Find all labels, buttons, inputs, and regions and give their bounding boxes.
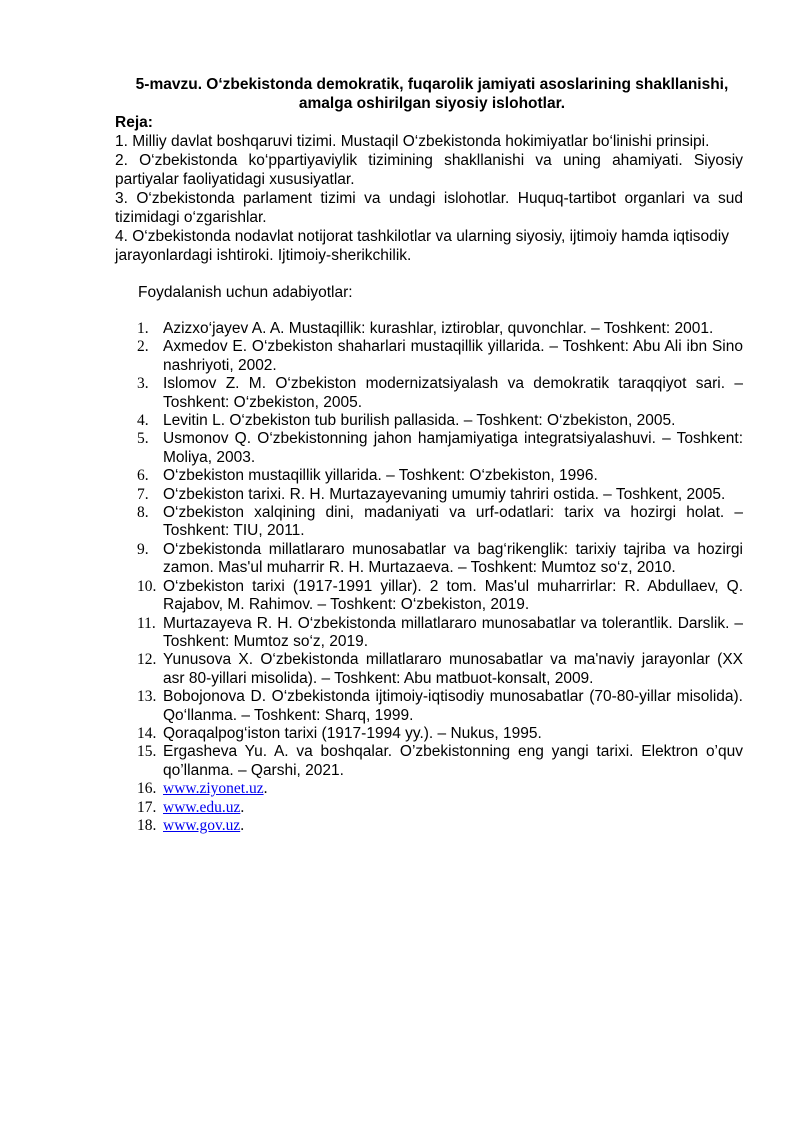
reference-item — [115, 430, 743, 467]
reference-number: 4. — [137, 412, 149, 430]
reference-number: 14. — [137, 724, 157, 742]
plan-item: 2. O‘zbekistonda ko‘ppartiyaviylik tizimining shakllanishi va uning ahamiyati. Siyosiy partiyalar faoliyatidagi xususiyatlar. — [115, 152, 743, 188]
reference-text: Bobojonova D. O‘zbekistonda ijtimoiy-iqtisodiy munosabatlar (70-80-yillar misolida). Qo‘llanma. – Toshkent: Sharq, 1999. — [163, 688, 743, 724]
reference-link[interactable]: www.gov.uz — [163, 816, 241, 834]
reference-link[interactable]: www.edu.uz — [163, 798, 241, 816]
reference-item — [115, 688, 743, 725]
reference-item — [115, 504, 743, 541]
reference-number: 3. — [137, 375, 149, 393]
title-line-2: amalga oshirilgan siyosiy islohotlar. — [298, 95, 566, 112]
reference-link-item — [115, 799, 743, 817]
plan-item: 1. Milliy davlat boshqaruvi tizimi. Mustaqil O‘zbekistonda hokimiyatlar bo‘linishi prinsipi. — [115, 133, 710, 150]
reference-number: 18. — [137, 816, 157, 834]
reference-item — [115, 615, 743, 652]
reference-text: O‘zbekiston mustaqillik yillarida. – Toshkent: O‘zbekiston, 1996. — [163, 467, 598, 485]
reference-number: 2. — [137, 338, 149, 356]
reference-text: Qoraqalpog‘iston tarixi (1917-1994 yy.). – Nukus, 1995. — [163, 724, 542, 742]
reference-item — [115, 412, 743, 430]
literature-heading: Foydalanish uchun adabiyotlar: — [138, 284, 353, 301]
reference-item — [115, 486, 743, 504]
reference-link-item — [115, 817, 743, 835]
document-page — [115, 75, 743, 835]
reference-text: O‘zbekiston xalqining dini, madaniyati va urf-odatlari: tarix va hozirgi holat. – Toshkent: TIU, 2011. — [163, 504, 743, 540]
reference-number: 8. — [137, 504, 149, 522]
reference-number: 16. — [137, 780, 157, 798]
reference-text: Axmedov E. O‘zbekiston shaharlari mustaqillik yillarida. – Toshkent: Abu Ali ibn Sino nashriyoti, 2002. — [163, 338, 743, 374]
plan-label: Reja: — [115, 114, 153, 131]
plan-item: 4. O‘zbekistonda nodavlat notijorat tashkilotlar va ularning siyosiy, ijtimoiy hamda iqtisodiy jarayonlardagi ishtiroki. Ijtimoiy-sherikchilik. — [115, 228, 729, 264]
reference-number: 15. — [137, 743, 157, 761]
reference-number: 10. — [137, 577, 157, 595]
reference-item — [115, 651, 743, 688]
reference-number: 6. — [137, 467, 149, 485]
reference-text: Azizxo‘jayev A. A. Mustaqillik: kurashlar, iztiroblar, quvonchlar. – Toshkent: 2001. — [163, 320, 714, 337]
reference-number: 9. — [137, 540, 149, 558]
reference-text: Levitin L. O‘zbekiston tub burilish pallasida. – Toshkent: O‘zbekiston, 2005. — [163, 412, 676, 430]
reference-item — [115, 578, 743, 615]
reference-item — [115, 541, 743, 578]
reference-number: 5. — [137, 430, 149, 448]
reference-text: Islomov Z. M. O‘zbekiston modernizatsiyalash va demokratik taraqqiyot sari. – Toshkent: O‘zbekiston, 2005. — [163, 375, 743, 411]
reference-text: O‘zbekiston tarixi. R. H. Murtazayevaning umumiy tahriri ostida. – Toshkent, 2005. — [163, 485, 726, 503]
reference-item — [115, 338, 743, 375]
reference-text: Murtazayeva R. H. O‘zbekistonda millatlararo munosabatlar va tolerantlik. Darslik. – Toshkent: Mumtoz so‘z, 2019. — [163, 614, 743, 650]
link-punctuation: . — [240, 816, 245, 834]
reference-text: O‘zbekistonda millatlararo munosabatlar va bag‘rikenglik: tarixiy tajriba va hozirgi zamon. Mas'ul muharrir R. H. Murtazaeva. – Toshkent: Mumtoz so‘z, 2010. — [163, 540, 743, 577]
reference-number: 13. — [137, 688, 157, 706]
reference-item — [115, 320, 743, 338]
link-punctuation: . — [240, 798, 245, 816]
reference-text: Ergasheva Yu. A. va boshqalar. O’zbekistonning eng yangi tarixi. Elektron o’quv qo’llanma. – Qarshi, 2021. — [163, 743, 743, 779]
reference-number: 1. — [137, 320, 149, 337]
reference-text: O‘zbekiston tarixi (1917-1991 yillar). 2 tom. Mas'ul muharrirlar: R. Abdullaev, Q. Rajabov, M. Rahimov. – Toshkent: O‘zbekiston, 2019. — [163, 577, 743, 614]
reference-number: 11. — [137, 614, 156, 632]
reference-item — [115, 467, 743, 485]
reference-text: Usmonov Q. O‘zbekistonning jahon hamjamiyatiga integratsiyalashuvi. – Toshkent: Moliya, 2003. — [163, 430, 743, 466]
reference-item — [115, 375, 743, 412]
page-title — [115, 75, 743, 113]
reference-number: 17. — [137, 798, 157, 816]
reference-text: Yunusova X. O‘zbekistonda millatlararo munosabatlar va ma'naviy jarayonlar (XX asr 80-yillari misolida). – Toshkent: Abu matbuot-konsalt, 2009. — [163, 651, 743, 687]
title-line-1: 5-mavzu. O‘zbekistonda demokratik, fuqarolik jamiyati asoslarining shakllanishi, — [135, 76, 729, 93]
plan-list — [115, 132, 743, 265]
plan-item: 3. O‘zbekistonda parlament tizimi va undagi islohotlar. Huquq-tartibot organlari va sud tizimidagi o‘zgarishlar. — [115, 190, 743, 226]
reference-list — [115, 320, 743, 835]
reference-item — [115, 725, 743, 743]
reference-item — [115, 743, 743, 780]
reference-number: 12. — [137, 651, 157, 669]
reference-number: 7. — [137, 485, 149, 503]
reference-link-item — [115, 780, 743, 798]
reference-link[interactable]: www.ziyonet.uz — [163, 780, 264, 798]
link-punctuation: . — [263, 780, 268, 798]
